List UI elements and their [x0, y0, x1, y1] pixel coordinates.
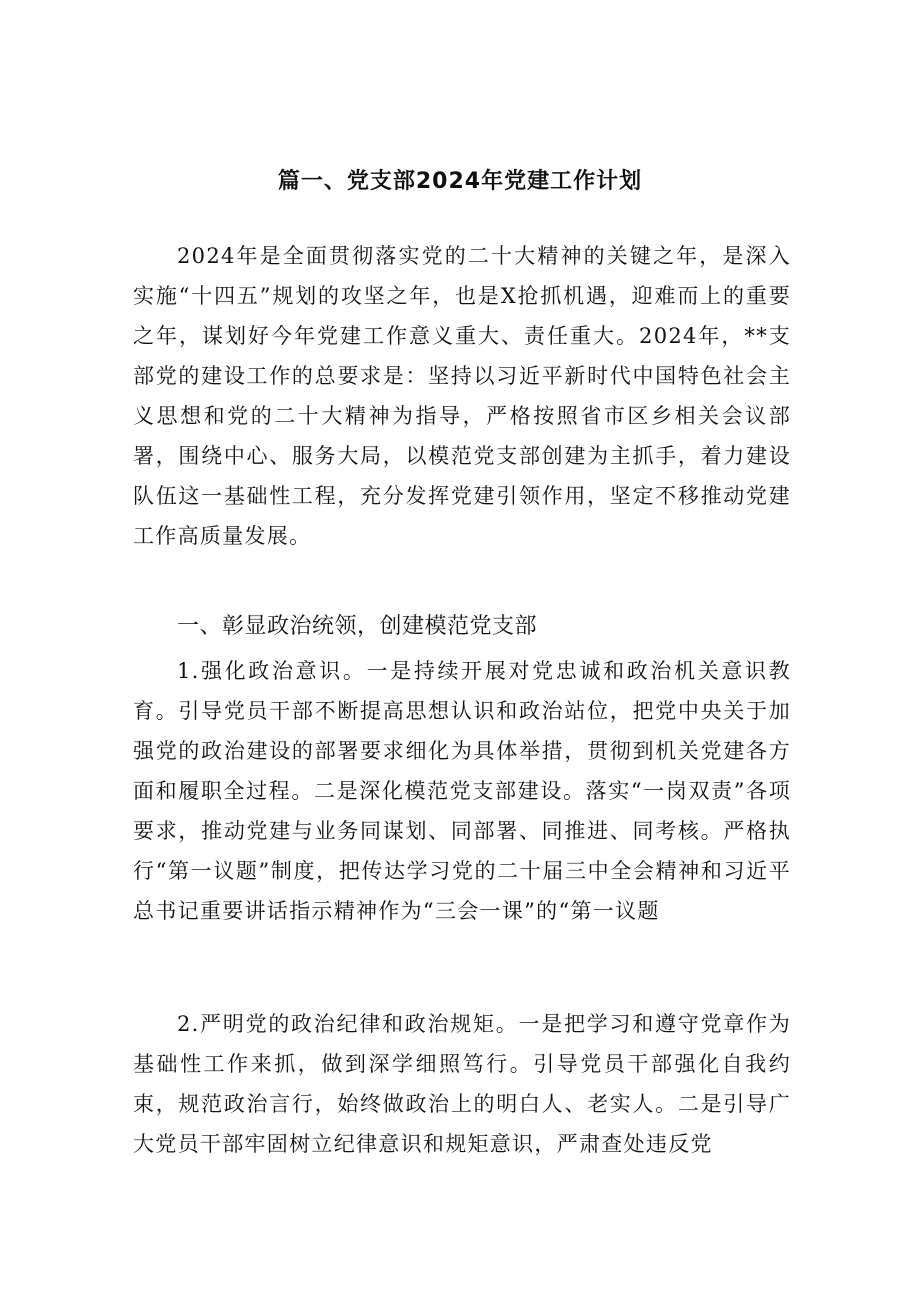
document-title: 篇一、党支部2024年党建工作计划 [277, 169, 643, 194]
item-paragraph-2: 2.严明党的政治纪律和政治规矩。一是把学习和遵守党章作为基础性工作来抓，做到深学细照笃行。引导党员干部强化自我约束，规范政治言行，始终做政治上的明白人、老实人。二是引导广大党员干部牢固树立纪律意识和规矩意识，严肃查处违反党 [133, 1012, 791, 1156]
intro-paragraph: 2024年是全面贯彻落实党的二十大精神的关键之年，是深入实施“十四五”规划的攻坚之年，也是X抢抓机遇，迎难而上的重要之年，谋划好今年党建工作意义重大、责任重大。2024年，**支部党的建设工作的总要求是：坚持以习近平新时代中国特色社会主义思想和党的二十大精神为指导，严格按照省市区乡相关会议部署，围绕中心、服务大局，以模范党支部创建为主抓手，着力建设队伍这一基础性工程，充分发挥党建引领作用，坚定不移推动党建工作高质量发展。 [133, 244, 791, 548]
section-heading: 一、彰显政治统领，创建模范党支部 [177, 614, 538, 639]
item-paragraph-1: 1.强化政治意识。一是持续开展对党忠诚和政治机关意识教育。引导党员干部不断提高思想认识和政治站位，把党中央关于加强党的政治建设的部署要求细化为具体举措，贯彻到机关党建各方面和履职全过程。二是深化模范党支部建设。落实“一岗双责”各项要求，推动党建与业务同谋划、同部署、同推进、同考核。严格执行“第一议题”制度，把传达学习党的二十届三中全会精神和习近平总书记重要讲话指示精神作为“三会一课”的“第一议题 [133, 659, 791, 923]
